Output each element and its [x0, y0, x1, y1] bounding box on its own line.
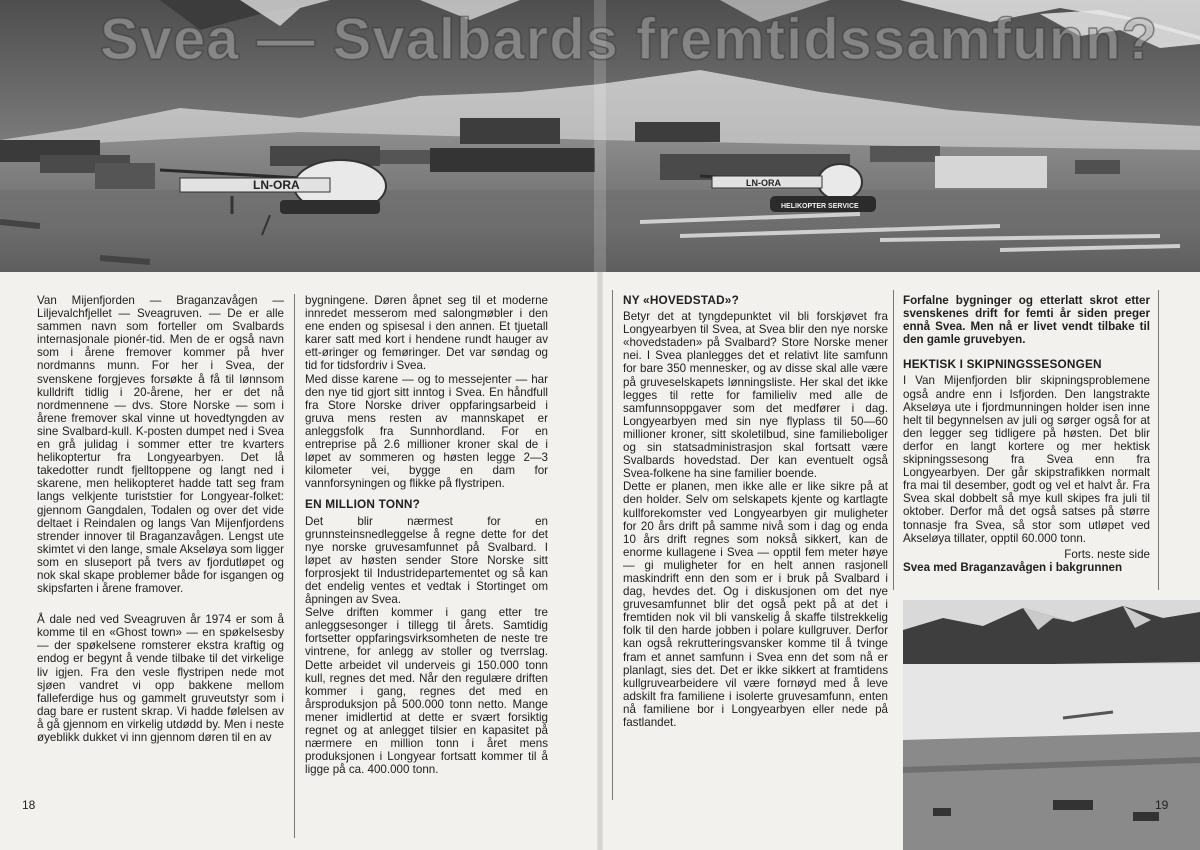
- col2-paragraph-4: Selve driften kommer i gang etter tre anleggsesonger i tillegg til årets. Samtidig fortsetter oppfaringsvirksomheten de neste tre vintrene, for anlegg av stoller og tverrslag. Dette arbeidet vil underveis gi 150.000 tonn kull, regnes det med. Når den regulære driften kommer i gang, regnes det med en årsproduksjon på 500.000 tonn netto. Mange mener imidlertid at dette er svært forsiktig regnet og at anlegget tilsier en kapasitet på nærmere en million tonn i året mens produksjonen i Longyear fortsatt kommer til å ligge på ca. 400.000 tonn.: [305, 606, 548, 777]
- header-photo-spread: [0, 0, 1200, 272]
- page-number-left: 18: [22, 798, 36, 812]
- section-heading-skipning: HEKTISK I SKIPNINGSSESONGEN: [903, 357, 1102, 372]
- right-page-column-2: [903, 294, 1150, 574]
- col2-paragraph-3: Det blir nærmest for en grunnsteinsnedleggelse å regne dette for det nye norske gruvesamfunnet på Svalbard. I løpet av høsten sender Store Norske sitt forprosjekt til Industridepartementet og så kan det endelig ventes et vedtak i Stortinget om åpningen av Svea.: [305, 514, 548, 607]
- left-page-column-1: [37, 294, 284, 744]
- column-rule-left: [294, 294, 295, 838]
- section-heading-million: EN MILLION TONN?: [305, 497, 421, 512]
- col3-paragraph-1: Betyr det at tyngdepunktet vil bli forskjøvet fra Longyearbyen til Svea, at Svea blir den nye norske «hovedstaden» på Svalbard? Store Norske mener nei. I Svea planlegges det et relativt lite samfunn for bare 350 mennesker, og av disse skal alle være på gruveselskapets lønningsliste. Her skal det ikke legges til rette for familieliv med alle de samfunnsoppgaver som det medfører i dag. Longyearbyen med sin nye flyplass til 50—60 millioner kroner, sitt skoletilbud, sine familieboliger og sin statsadministrasjon skal fortsatt være Svalbards hovedstad. Der kan eventuelt også Svea-folkene ha sine familier boende.: [623, 310, 888, 481]
- column-rule-right-outer: [612, 290, 613, 800]
- braganzavagen-photo: [903, 600, 1200, 850]
- col2-paragraph-1: bygningene. Døren åpnet seg til et moderne innredet messerom med salongmøbler i den ene enden og spisesal i den annen. Et tjuetall karer satt med kort i hendene rundt hauger av ett-øringer og femøringer. Det var søndag og tid for tidsfordriv i Svea.: [305, 294, 548, 373]
- heli-left-registration: LN-ORA: [253, 178, 300, 192]
- continued-note: Forts. neste side: [1064, 547, 1150, 561]
- heli-right-registration: LN-ORA: [746, 178, 781, 188]
- right-page-column-1: [623, 294, 888, 729]
- col3-paragraph-2: Dette er planen, men ikke alle er like sikre på at den holder. Selv om selskapets kjente og kartlagte kullforekomster ved Longyearbyen gir muligheter for 20 års drift på samme nivå som i dag og enda 10 års drift regnes som nokså sikkert, kan de enorme kullagene i Svea — opptil fem meter høye — gi muligheter for en helt annen rasjonell maskindrift enn den som er i bruk på Svalbard i dag, hevdes det. Og i diskusjonen om det nye gruvesamfunnet blir det også pekt på at det i fremtiden nok vil bli vanskelig å skaffe tilstrekkelig folk til den harde jobben i polare kullgruver. Derfor kan også rekrutteringsvansker komme til å tvinge fram et annet samfunn i Svea enn det som nå er planlagt, sies det. Det er ikke sikkert at framtidens kullgruvearbeidere vil være fornøyd med å leve adskilt fra familiene i isolerte gruvesamfunn, enten nå familiene bor i Longyearbyen eller nede på fastlandet.: [623, 480, 888, 729]
- photo-caption: Svea med Braganzavågen i bakgrunnen: [903, 560, 1123, 574]
- col2-paragraph-2: Med disse karene — og to messejenter — har den nye tid gjort sitt inntog i Svea. En håndfull fra Store Norske driver oppfaringsarbeid i gruva mens resten av mannskapet er anleggsfolk fra Sunnhordland. For en entreprise på 2.6 millioner kroner skal de i løpet av sommeren og høsten legge 2—3 kilometer vei, bygge en dam for vannforsyningen og flikke på flystripen.: [305, 372, 548, 491]
- heli-right-sign: HELIKOPTER SERVICE: [781, 203, 859, 210]
- section-heading-hovedstad: NY «HOVEDSTAD»?: [623, 293, 739, 307]
- photo-intro-text: Forfalne bygninger og etterlatt skrot etter svenskenes drift for femti år siden preger ennå Svea. Men nå er livet vendt tilbake til den gamle gruvebyen.: [903, 294, 1150, 347]
- spine-gutter: [597, 272, 603, 850]
- col1-paragraph-1: Van Mijenfjorden — Braganzavågen — Liljevalchfjellet — Sveagruven. — De er alle sammen navn som forteller om Svalbards internasjonale pionér-tid. Men de er også navn som i årene fremover kommer på hver nordmanns munn. For her i Svea, der svenskene forgjeves forsøkte å få til lønnsom kulldrift tidlig i 20-årene, her er det nå nordmennene — dvs. Store Norske — som i årene fremover skal vinne ut hovedtyngden av sine Svalbard-kull. K-posten dumpet ned i Svea en grå julidag i sommer etter tre kvarters helikoptertur fra Longyearbyen. Det lå takedotter rundt fjelltoppene og langt ned i skarene, men helikopteret hadde tatt seg fram langs velkjente turiststier for Longyear-folket: gjennom Gangdalen, Todalen og over det vide deltaet i Reindalen og langs Van Mijenfjordens strender innover til Braganzavågen. Lengst ute skimtet vi den lange, smale Akseløya som ligger som en sluseport på tvers av fjordutløpet og nok skal skape problemer både for isgangen og skipsfarten i årene framover.: [37, 294, 284, 596]
- column-rule-right: [893, 290, 894, 590]
- col1-paragraph-2: Å dale ned ved Sveagruven år 1974 er som å komme til en «Ghost town» — en spøkelsesby — der spøkelsene romsterer ekstra kraftig og endog er begynt å vende tilbake til det virkelige liv igjen. Fra den vesle flystripen nede mot sjøen vandret vi opp bakkene mellom falleferdige hus og gammelt gruveutstyr som i dag bare er rustent skrap. Vi hadde følelsen av å gå gjennom en virkelig utdødd by. Men i neste øyeblikk dukket vi inn gjennom døren til en av: [37, 613, 284, 744]
- page-number-right: 19: [1155, 798, 1169, 812]
- col4-paragraph-1: I Van Mijenfjorden blir skipningsproblemene også andre enn i Isfjorden. Den langstrakte Akseløya ute i fjordmunningen holder isen inne helt til begynnelsen av juli og sørger også for at den legger seg tidligere på høsten. Det blir derfor en langt kortere og mer hektisk skipningssesong fra Svea enn fra Longyearbyen. Der går skipstrafikken normalt fra mai til desember, godt og vel et halvt år. Fra Svea skal dobbelt så mye kull skipes fra juli til oktober. Derfor må det også satses på større tonnasje fra Svea, så stor som utløpet ved Akseløya tillater, opptil 60.000 tonn.: [903, 374, 1150, 545]
- column-rule-right-edge: [1158, 290, 1159, 590]
- article-headline: Svea — Svalbards fremtidssamfunn?: [100, 7, 1158, 72]
- left-page-column-2: [305, 294, 548, 776]
